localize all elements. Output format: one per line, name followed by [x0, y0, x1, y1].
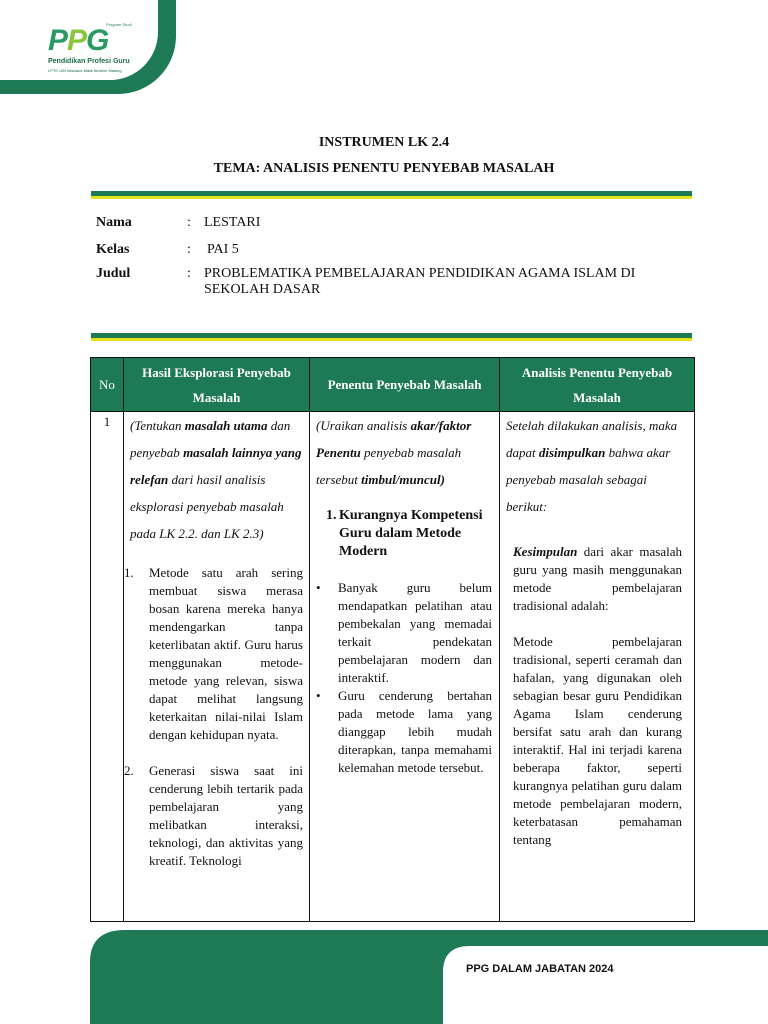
cell-hasil-eksplorasi	[124, 412, 310, 922]
cell-penentu-penyebab	[310, 412, 500, 922]
info-colon: :	[187, 242, 191, 257]
info-label: Judul	[96, 266, 131, 281]
list-item: 2. Generasi siswa saat ini cenderung lebih tertarik pada pembelajaran yang melibatkan interaksi, teknologi, dan aktivitas yang kreatif. Teknologi	[124, 763, 303, 868]
logo-small-text: Program Studi	[106, 22, 132, 27]
info-colon: :	[187, 215, 191, 230]
divider-middle	[91, 333, 692, 341]
header-no: No	[91, 358, 124, 412]
footer-label: PPG DALAM JABATAN 2024	[466, 963, 614, 975]
row-number	[91, 412, 124, 922]
info-value: PAI 5	[207, 242, 239, 257]
header-hasil-eksplorasi: Hasil Eksplorasi Penyebab Masalah	[124, 358, 310, 412]
cell-analisis-penentu	[500, 412, 695, 922]
col3-intro: Setelah dilakukan analisis, maka dapat disimpulkan bahwa akar penyebab masalah sebagai berikut:	[506, 418, 678, 514]
header-analisis-penentu: Analisis Penentu Penyebab Masalah	[500, 358, 695, 412]
info-value: PROBLEMATIKA PEMBELAJARAN PENDIDIKAN AGAMA ISLAM DI SEKOLAH DASAR	[204, 266, 636, 297]
analysis-table	[90, 357, 695, 922]
list-item: 1. Metode satu arah sering membuat siswa merasa bosan karena mereka hanya mendengarkan tanpa keterlibatan aktif. Guru harus menggunakan metode-metode yang relevan, siswa dapat melihat langsung keterkaitan nilai-nilai Islam dengan kehidupan nyata.	[124, 565, 303, 742]
row-number-text: 1	[103, 414, 111, 429]
document-theme: TEMA: ANALISIS PENENTU PENYEBAB MASALAH	[213, 161, 555, 176]
logo-subtitle: LPTK UIN Maulana Malik Ibrahim Malang	[48, 68, 122, 73]
document-title: INSTRUMEN LK 2.4	[318, 135, 450, 150]
col2-instruction: (Uraikan analisis akar/faktor Penentu penyebab masalah tersebut timbul/muncul)	[316, 418, 472, 487]
table-row	[91, 412, 695, 922]
info-label: Kelas	[96, 242, 130, 257]
header-penentu-penyebab: Penentu Penyebab Masalah	[310, 358, 500, 412]
col1-instruction: (Tentukan masalah utama dan penyebab masalah lainnya yang relefan dari hasil analisis eksplorasi penyebab masalah pada LK 2.2. dan LK 2.3)	[130, 418, 302, 541]
col2-heading: 1. Kurangnya Kompetensi Guru dalam Metode Modern	[326, 508, 483, 559]
col3-paragraph: Metode pembelajaran tradisional, seperti ceramah dan hafalan, yang digunakan oleh sebagian besar guru Pendidikan Agama Islam cenderung bersifat satu arah dan kurang interaktif. Hal ini terjadi karena beberapa faktor, seperti kurangnya pelatihan guru dalam metode pembelajaran modern, keterbatasan pemahaman tentang	[513, 634, 682, 847]
ppg-logo	[44, 22, 144, 76]
list-item: • Banyak guru belum mendapatkan pelatihan atau pembekalan yang memadai terkait pendekatan pembelajaran modern dan interaktif.	[316, 580, 492, 685]
col3-kesimpulan: Kesimpulan dari akar masalah guru yang masih menggunakan metode pembelajaran tradisional adalah:	[513, 544, 682, 613]
col1-list	[124, 564, 309, 870]
logo-name: Pendidikan Profesi Guru	[48, 58, 130, 65]
divider-top	[91, 191, 692, 199]
table-header-row	[91, 358, 695, 412]
info-label: Nama	[96, 215, 132, 230]
info-value: LESTARI	[204, 215, 261, 230]
list-item: • Guru cenderung bertahan pada metode lama yang dianggap lebih mudah diterapkan, tanpa memahami kelemahan metode tersebut.	[316, 688, 492, 775]
footer-band	[0, 928, 768, 1024]
info-colon: :	[187, 266, 191, 281]
col2-bullet-list	[310, 579, 499, 777]
logo-mark: PPG	[48, 24, 109, 57]
